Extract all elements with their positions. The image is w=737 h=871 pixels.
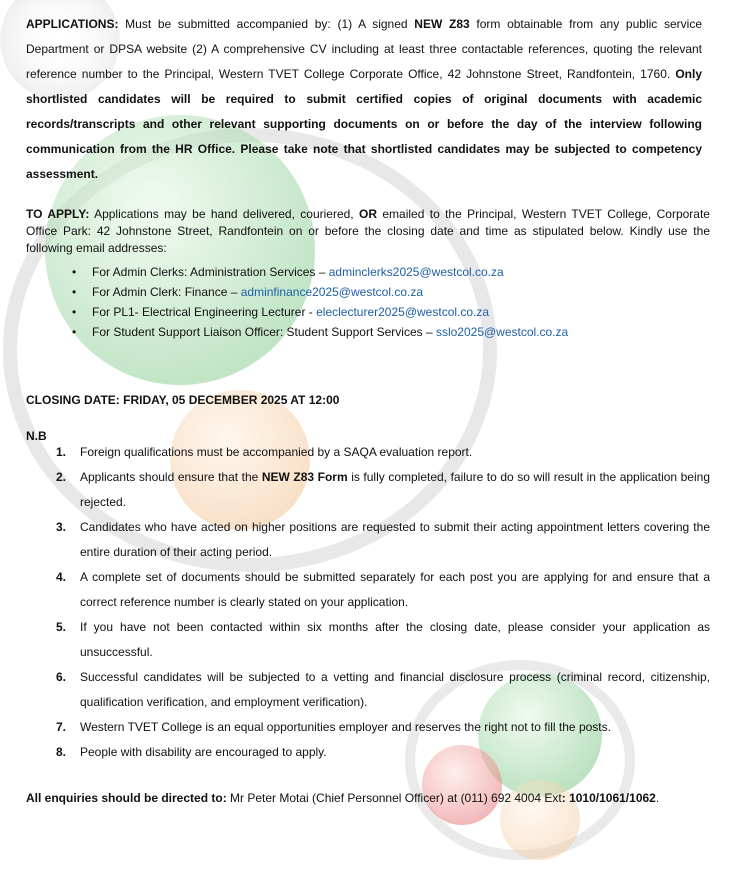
nb-item-number: 3. — [56, 520, 67, 534]
email-item — [72, 322, 568, 342]
to-apply-text-2: emailed to the Principal, Western TVET College, Corporate Office Park: 42 Johnstone Street, Randfontein on or before the closing date and time as stipulated below. Kindly use the following email addresses: — [26, 207, 710, 255]
z83-form-name: NEW Z83 Form — [261, 470, 348, 484]
enquiries-contact: Mr Peter Motai (Chief Personnel Officer) at (011) 692 4004 Ext — [226, 791, 562, 805]
nb-item-text: Applicants should ensure that the — [80, 470, 262, 484]
applications-paragraph — [26, 12, 702, 187]
nb-item — [56, 440, 710, 465]
applications-label: APPLICATIONS: — [26, 17, 119, 31]
to-apply-paragraph — [26, 206, 710, 257]
bullet-icon: • — [72, 285, 77, 299]
nb-item-text: Successful candidates will be subjected to a vetting and financial disclosure process (criminal record, citizenship, qualification verification, and employment verification). — [80, 670, 710, 709]
email-item — [72, 262, 568, 282]
enquiries-extension: : 1010/1061/1062 — [561, 791, 656, 805]
bullet-icon: • — [72, 325, 77, 339]
or-keyword: OR — [359, 207, 377, 221]
nb-item-text: People with disability are encouraged to apply. — [80, 745, 327, 759]
applications-text-2: form obtainable from any public service Department or DPSA website (2) A comprehensive CV including at least three contactable references, quoting the relevant reference number to the Principal, Western TVET College Corporate Office, 42 Johnstone Street, Randfontein, 1760. — [26, 17, 702, 81]
nb-item — [56, 740, 710, 765]
nb-item-number: 8. — [56, 745, 67, 759]
nb-item-text: is fully completed, failure to do so will result in the application being rejected. — [80, 470, 710, 509]
nb-item-number: 7. — [56, 720, 67, 734]
nb-list — [56, 440, 710, 765]
to-apply-label: TO APPLY: — [26, 207, 90, 221]
nb-item — [56, 615, 710, 665]
nb-item-number: 6. — [56, 670, 67, 684]
nb-item-text: Foreign qualifications must be accompanied by a SAQA evaluation report. — [80, 445, 473, 459]
email-list — [72, 262, 568, 342]
nb-item — [56, 565, 710, 615]
bullet-icon: • — [72, 305, 77, 319]
nb-item-text: Candidates who have acted on higher positions are requested to submit their acting appointment letters covering the entire duration of their acting period. — [80, 520, 710, 559]
email-item-label: For Admin Clerk: Finance – — [92, 285, 241, 299]
email-link[interactable]: eleclecturer2025@westcol.co.za — [316, 305, 490, 319]
nb-item — [56, 465, 710, 515]
email-item-label: For PL1- Electrical Engineering Lecturer - — [92, 305, 317, 319]
nb-item — [56, 715, 710, 740]
nb-item-number: 2. — [56, 470, 67, 484]
nb-item-number: 4. — [56, 570, 67, 584]
email-item — [72, 282, 568, 302]
nb-item-number: 5. — [56, 620, 67, 634]
nb-item — [56, 515, 710, 565]
enquiries-end: . — [655, 791, 660, 805]
nb-item-text: A complete set of documents should be submitted separately for each post you are applying for and ensure that a correct reference number is clearly stated on your application. — [80, 570, 710, 609]
email-item-label: For Admin Clerks: Administration Services – — [92, 265, 329, 279]
shortlisted-notice: Only shortlisted candidates will be required to submit certified copies of original documents with academic records/transcripts and other relevant supporting documents on or before the day of the interview following communication from the HR Office. Please take note that shortlisted candidates may be subjected to competency assessment. — [26, 67, 702, 181]
nb-item-text: If you have not been contacted within six months after the closing date, please consider your application as unsuccessful. — [80, 620, 710, 659]
nb-item-number: 1. — [56, 445, 67, 459]
email-link[interactable]: adminfinance2025@westcol.co.za — [240, 285, 424, 299]
nb-item — [56, 665, 710, 715]
enquiries-label: All enquiries should be directed to: — [26, 791, 227, 805]
bullet-icon: • — [72, 265, 77, 279]
nb-heading: N.B — [26, 429, 47, 443]
email-item — [72, 302, 568, 322]
to-apply-text-1: Applications may be hand delivered, couriered, — [89, 207, 359, 221]
applications-text-1: Must be submitted accompanied by: (1) A signed — [118, 17, 415, 31]
nb-item-text: Western TVET College is an equal opportunities employer and reserves the right not to fill the posts. — [80, 720, 611, 734]
email-link[interactable]: adminclerks2025@westcol.co.za — [328, 265, 504, 279]
z83-form-name: NEW Z83 — [414, 17, 470, 31]
email-item-label: For Student Support Liaison Officer: Student Support Services – — [92, 325, 436, 339]
enquiries-line — [26, 791, 659, 805]
email-link[interactable]: sslo2025@westcol.co.za — [435, 325, 569, 339]
closing-date: CLOSING DATE: FRIDAY, 05 DECEMBER 2025 AT 12:00 — [26, 393, 340, 407]
